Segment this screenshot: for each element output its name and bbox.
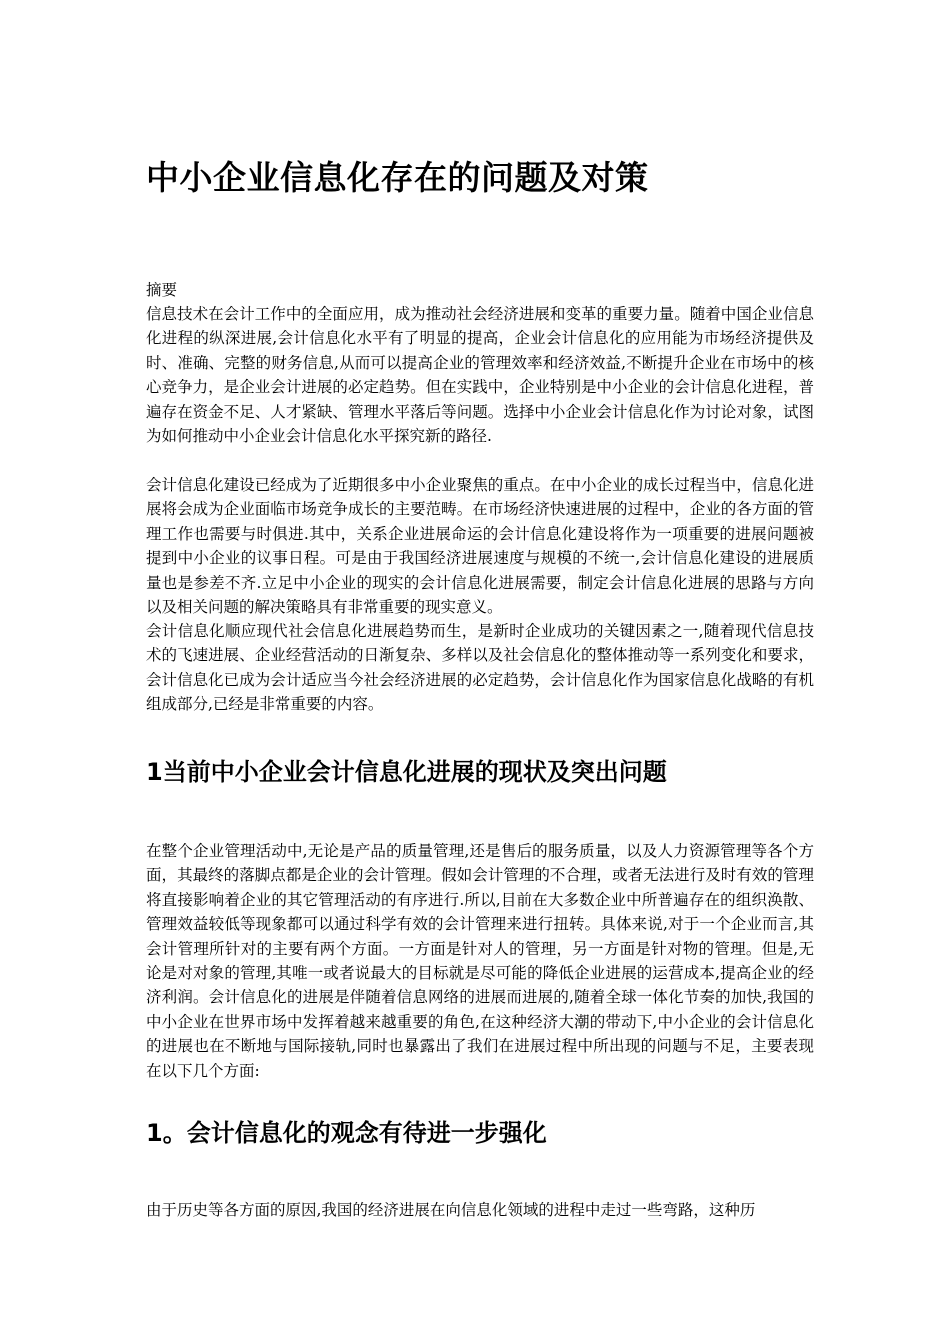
document-title: 中小企业信息化存在的问题及对策 [146, 158, 649, 197]
section-1-paragraph: 在整个企业管理活动中,无论是产品的质量管理,还是售后的服务质量，以及人力资源管理等各个方面，其最终的落脚点都是企业的会计管理。假如会计管理的不合理，或者无法进行及时有效的管理将直接影响着企业的其它管理活动的有序进行.所以,目前在大多数企业中所普遍存在的组织涣散、管理效益较低等现象都可以通过科学有效的会计管理来进行扭转。具体来说,对于一个企业而言,其会计管理所针对的主要有两个方面。一方面是针对人的管理，另一方面是针对物的管理。但是,无论是对对象的管理,其唯一或者说最大的目标就是尽可能的降低企业进展的运营成本,提高企业的经济利润。会计信息化的进展是伴随着信息网络的进展而进展的,随着全球一体化节奏的加快,我国的中小企业在世界市场中发挥着越来越重要的角色,在这种经济大潮的带动下,中小企业的会计信息化的进展也在不断地与国际接轨,同时也暴露出了我们在进展过程中所出现的问题与不足，主要表现在以下几个方面: [146, 842, 814, 1080]
subsection-heading-1: 1。会计信息化的观念有待进一步强化 [146, 1119, 547, 1147]
abstract-paragraph-2: 会计信息化建设已经成为了近期很多中小企业聚焦的重点。在中小企业的成长过程当中，信息化进展将会成为企业面临市场竞争成长的主要范畴。在市场经济快速进展的过程中，企业的各方面的管理工作也需要与时俱进.其中，关系企业进展命运的会计信息化建设将作为一项重要的进展问题被提到中小企业的议事日程。可是由于我国经济进展速度与规模的不统一,会计信息化建设的进展质量也是参差不齐.立足中小企业的现实的会计信息化进展需要，制定会计信息化进展的思路与方向以及相关问题的解决策略具有非常重要的现实意义。 [146, 476, 814, 617]
abstract-paragraph-3: 会计信息化顺应现代社会信息化进展趋势而生，是新时企业成功的关键因素之一,随着现代信息技术的飞速进展、企业经营活动的日渐复杂、多样以及社会信息化的整体推动等一系列变化和要求，会计信息化已成为会计适应当今社会经济进展的必定趋势，会计信息化作为国家信息化战略的有机组成部分,已经是非常重要的内容。 [146, 622, 814, 714]
abstract-label: 摘要 [146, 281, 178, 299]
abstract-paragraph-1: 信息技术在会计工作中的全面应用，成为推动社会经济进展和变革的重要力量。随着中国企业信息化进程的纵深进展,会计信息化水平有了明显的提高，企业会计信息化的应用能为市场经济提供及时、准确、完整的财务信息,从而可以提高企业的管理效率和经济效益,不断提升企业在市场中的核心竞争力，是企业会计进展的必定趋势。但在实践中，企业特别是中小企业的会计信息化进程，普遍存在资金不足、人才紧缺、管理水平落后等问题。选择中小企业会计信息化作为讨论对象，试图为如何推动中小企业会计信息化水平探究新的路径. [146, 305, 814, 446]
subsection-1-paragraph: 由于历史等各方面的原因,我国的经济进展在向信息化领域的进程中走过一些弯路，这种历 [146, 1201, 756, 1219]
section-heading-1: 1当前中小企业会计信息化进展的现状及突出问题 [146, 758, 667, 786]
